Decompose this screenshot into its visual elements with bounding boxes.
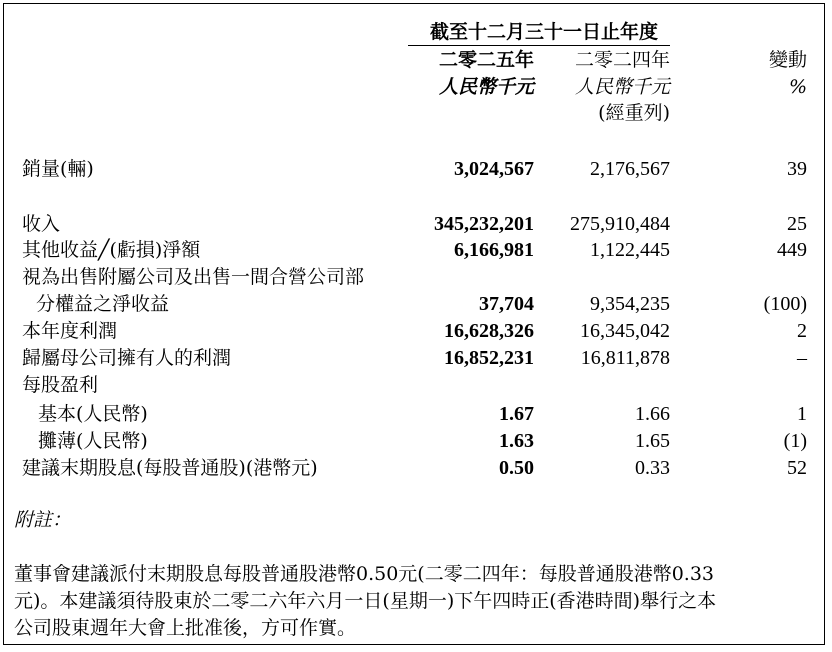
note-line-1: 董事會建議派付末期股息每股普通股港幣0.50元(二零二四年：每股普通股港幣0.33 bbox=[14, 563, 715, 585]
row-label-disposal-line1: 視為出售附屬公司及出售一間合營公司部 bbox=[22, 266, 365, 288]
value-2024-profit-year: 16,345,042 bbox=[580, 320, 670, 342]
header-rule bbox=[408, 45, 670, 46]
value-2025-profit-owners: 16,852,231 bbox=[444, 347, 534, 369]
value-2025-sales-volume: 3,024,567 bbox=[454, 158, 534, 180]
col-2025-unit: 人民幣千元 bbox=[438, 76, 534, 98]
value-2024-eps-diluted: 1.65 bbox=[635, 430, 670, 452]
value-2025-other-gains: 6,166,981 bbox=[454, 239, 534, 261]
row-label-other-gains: 其他收益╱(虧損)淨額 bbox=[22, 239, 201, 261]
change-disposal: (100) bbox=[763, 293, 807, 315]
row-label-profit-owners: 歸屬母公司擁有人的利潤 bbox=[22, 347, 232, 369]
row-label-eps-heading: 每股盈利 bbox=[22, 374, 99, 396]
value-2024-profit-owners: 16,811,878 bbox=[580, 347, 670, 369]
value-2025-revenue: 345,232,201 bbox=[434, 213, 534, 235]
col-2024-unit: 人民幣千元 bbox=[574, 76, 670, 98]
value-2025-eps-diluted: 1.63 bbox=[499, 430, 534, 452]
value-2024-eps-basic: 1.66 bbox=[635, 403, 670, 425]
change-eps-basic: 1 bbox=[797, 403, 807, 425]
row-label-revenue: 收入 bbox=[22, 213, 61, 235]
value-2024-disposal: 9,354,235 bbox=[590, 293, 670, 315]
change-revenue: 25 bbox=[787, 213, 807, 235]
change-profit-year: 2 bbox=[797, 320, 807, 342]
value-2025-eps-basic: 1.67 bbox=[499, 403, 534, 425]
period-heading: 截至十二月三十一日止年度 bbox=[429, 21, 658, 43]
row-label-disposal-line2: 分權益之淨收益 bbox=[36, 293, 170, 315]
row-label-sales-volume: 銷量(輛) bbox=[22, 158, 94, 180]
note-heading: 附註： bbox=[14, 509, 72, 531]
value-2024-other-gains: 1,122,445 bbox=[590, 239, 670, 261]
value-2024-dividend: 0.33 bbox=[635, 457, 670, 479]
value-2025-profit-year: 16,628,326 bbox=[444, 320, 534, 342]
value-2024-revenue: 275,910,484 bbox=[570, 213, 670, 235]
note-line-2: 元)。本建議須待股東於二零二六年六月一日(星期一)下午四時正(香港時間)舉行之本 bbox=[14, 590, 717, 612]
change-dividend: 52 bbox=[787, 457, 807, 479]
value-2024-sales-volume: 2,176,567 bbox=[590, 158, 670, 180]
change-unit: % bbox=[788, 76, 807, 98]
row-label-profit-year: 本年度利潤 bbox=[22, 320, 118, 342]
change-heading: 變動 bbox=[768, 49, 807, 71]
row-label-eps-basic: 基本(人民幣) bbox=[38, 403, 148, 425]
change-eps-diluted: (1) bbox=[783, 430, 807, 452]
col-2025-year: 二零二五年 bbox=[438, 49, 534, 71]
value-2025-disposal: 37,704 bbox=[479, 293, 534, 315]
change-other-gains: 449 bbox=[777, 239, 807, 261]
value-2025-dividend: 0.50 bbox=[499, 457, 534, 479]
change-sales-volume: 39 bbox=[787, 158, 807, 180]
change-profit-owners: – bbox=[797, 347, 807, 369]
note-line-3: 公司股東週年大會上批准後，方可作實。 bbox=[14, 617, 357, 639]
col-2024-year: 二零二四年 bbox=[574, 49, 670, 71]
row-label-dividend: 建議末期股息(每股普通股)(港幣元) bbox=[22, 457, 318, 479]
row-label-eps-diluted: 攤薄(人民幣) bbox=[38, 430, 148, 452]
restated-note: (經重列) bbox=[598, 102, 670, 124]
